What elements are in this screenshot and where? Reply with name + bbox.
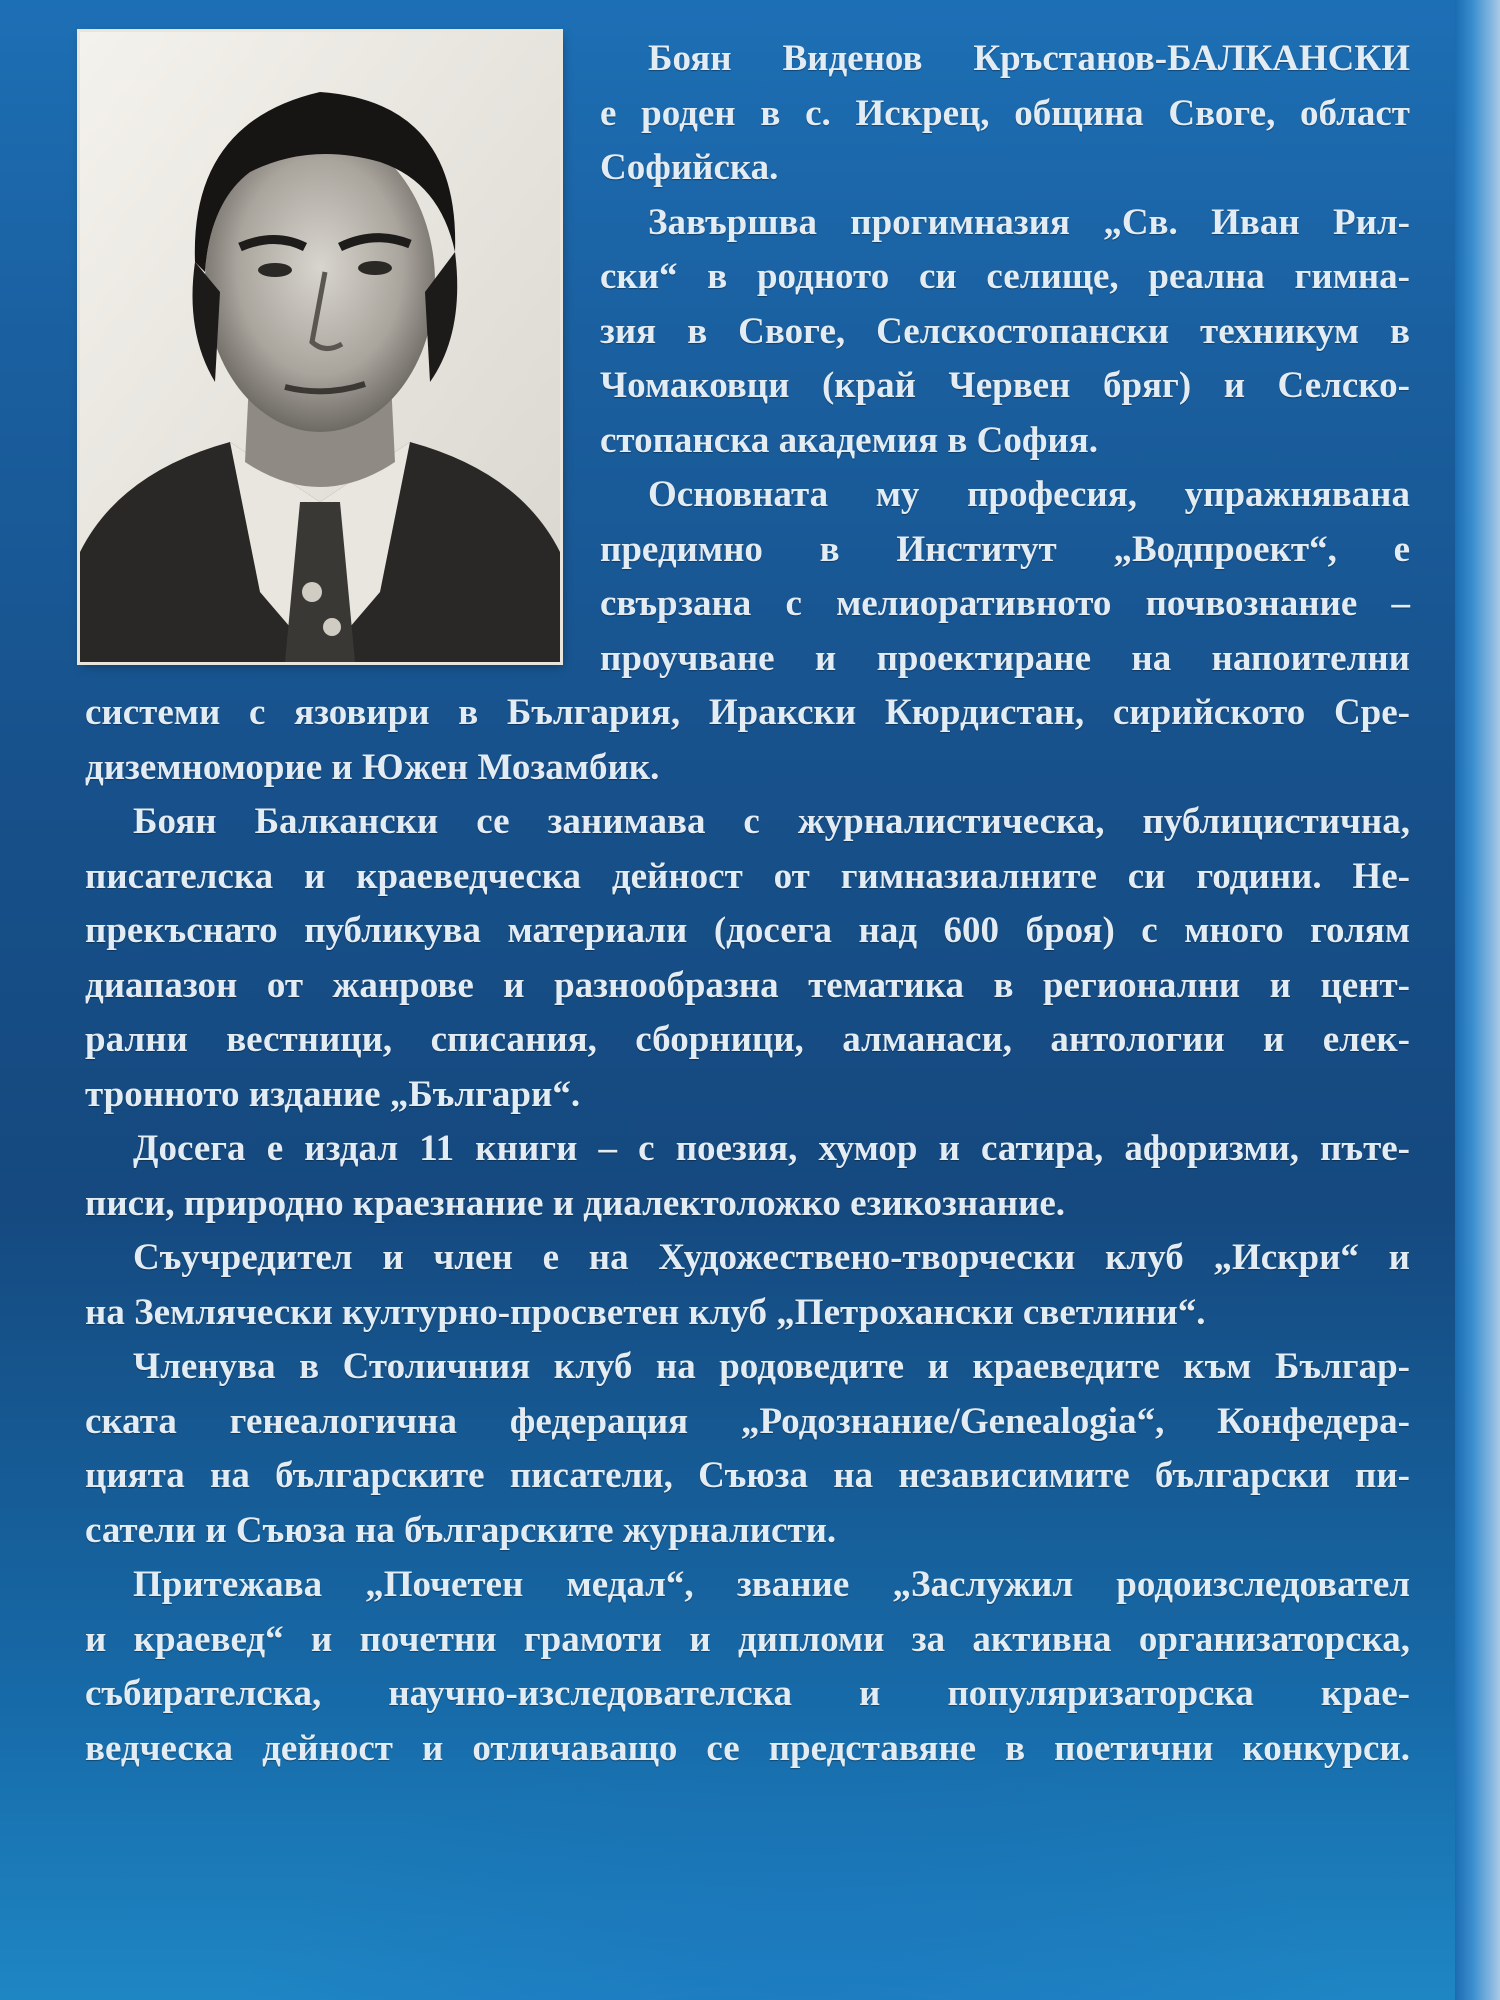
bio-line: зия в Своге, Селскостопански техникум в [600,310,1410,352]
biography-text-top [600,32,1410,686]
bio-line: рални вестници, списания, сборници, алманаси, антологии и елек- [85,1019,1410,1060]
bio-line: системи с язовири в България, Иракски Кюрдистан, сирийското Сре- [85,692,1410,733]
bio-line: прекъснато публикува материали (досега над 600 броя) с много голям [85,910,1410,951]
bio-line: диземноморие и Южен Мозамбик. [85,746,660,788]
bio-line: Софийска. [600,147,779,188]
bio-line: Завършва прогимназия „Св. Иван Рил- [648,201,1410,243]
bio-line: Притежава „Почетен медал“, звание „Заслужил родоизследовател [133,1564,1410,1605]
bio-line: диапазон от жанрове и разнообразна тематика в регионални и цент- [85,964,1410,1006]
bio-line: е роден в с. Искрец, община Своге, област [600,92,1410,134]
bio-line: стопанска академия в София. [600,419,1099,461]
bio-line: тронното издание „Българи“. [85,1073,581,1115]
bio-line: предимно в Институт „Водпроект“, е [600,528,1410,570]
bio-line: свързана с мелиоративното почвознание – [600,583,1410,624]
bio-line: Чомаковци (край Червен бряг) и Селско- [600,365,1410,406]
bio-line: Досега е издал 11 книги – с поезия, хумор и сатира, афоризми, пъте- [133,1128,1410,1169]
bio-line: Боян Виденов Кръстанов-БАЛКАНСКИ [648,38,1410,79]
bio-line: събирателска, научно-изследователска и популяризаторска крае- [85,1673,1410,1714]
bio-line: цията на българските писатели, Съюза на независимите български пи- [85,1455,1410,1496]
bio-line: на Землячески културно-просветен клуб „Петрохански светлини“. [85,1291,1206,1333]
bio-line: писателска и краеведческа дейност от гимназиалните си години. Не- [85,855,1410,897]
bio-line: Съучредител и член е на Художествено-творчески клуб „Искри“ и [133,1237,1410,1278]
bio-line: писи, природно краезнание и диалектоложко езикознание. [85,1182,1066,1224]
book-spine-edge [1455,0,1500,2000]
bio-line: ската генеалогична федерация „Родознание/Genealogia“, Конфедера- [85,1400,1410,1442]
bio-line: Боян Балкански се занимава с журналистическа, публицистична, [133,801,1410,842]
bio-line: сатели и Съюза на българските журналисти. [85,1509,837,1551]
author-portrait-photo [80,32,560,662]
bio-line: ски“ в родното си селище, реална гимна- [600,256,1410,297]
bio-line: ведческа дейност и отличаващо се представяне в поетични конкурси. [85,1727,1410,1769]
bio-line: Членува в Столичния клуб на родоведите и краеведите към Българ- [133,1346,1410,1387]
biography-text-bottom [85,686,1410,1776]
bio-line: проучване и проектиране на напоителни [600,637,1410,679]
bio-line: Основната му професия, упражнявана [648,474,1410,515]
portrait-illustration [80,32,560,662]
bio-line: и краевед“ и почетни грамоти и дипломи за активна организаторска, [85,1618,1410,1660]
